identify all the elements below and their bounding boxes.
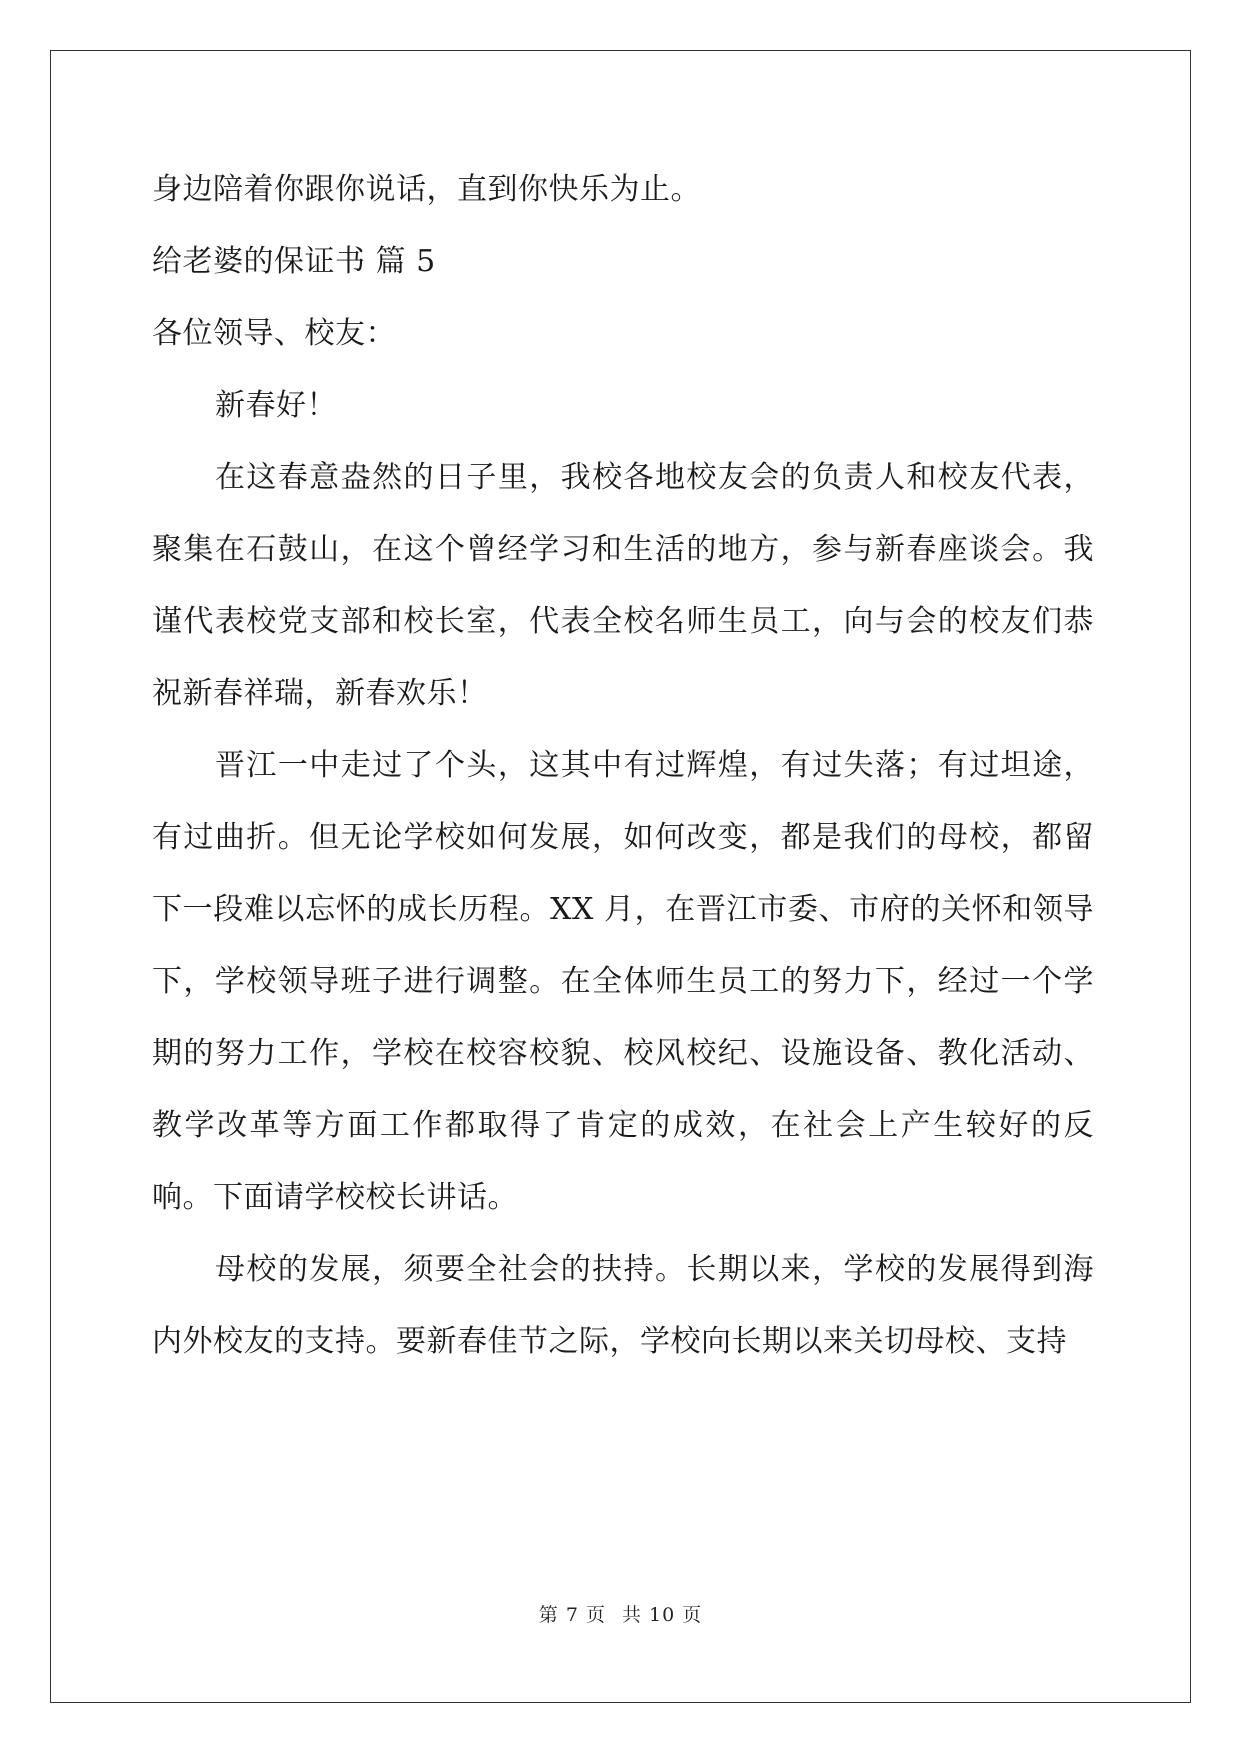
page-total: 共 10 页: [621, 1604, 703, 1626]
page-number: 第 7 页: [538, 1604, 606, 1626]
paragraph-2: 晋江一中走过了个头，这其中有过辉煌，有过失落；有过坦途，有过曲折。但无论学校如何发展，如何改变，都是我们的母校，都留下一段难以忘怀的成长历程。XX 月，在晋江市委、市府的关怀和领导下，学校领导班子进行调整。在全体师生员工的努力下，经过一个学期的努力工作，学校在校容校貌、校风校纪、设施设备、教化活动、教学改革等方面工作都取得了肯定的成效，在社会上产生较好的反响。下面请学校校长讲话。: [152, 748, 1094, 1215]
continued-line: 身边陪着你跟你说话，直到你快乐为止。: [152, 172, 701, 207]
page-footer: [0, 1600, 1241, 1627]
greeting: 新春好！: [215, 388, 337, 423]
section-title: 给老婆的保证书 篇 5: [152, 244, 436, 279]
document-body: [152, 154, 1094, 1378]
salutation: 各位领导、校友：: [152, 316, 396, 351]
paragraph-3: 母校的发展，须要全社会的扶持。长期以来，学校的发展得到海内外校友的支持。要新春佳节之际，学校向长期以来关切母校、支持: [152, 1252, 1094, 1359]
paragraph-1: 在这春意盎然的日子里，我校各地校友会的负责人和校友代表，聚集在石鼓山，在这个曾经学习和生活的地方，参与新春座谈会。我谨代表校党支部和校长室，代表全校名师生员工，向与会的校友们恭祝新春祥瑞，新春欢乐！: [152, 460, 1094, 711]
